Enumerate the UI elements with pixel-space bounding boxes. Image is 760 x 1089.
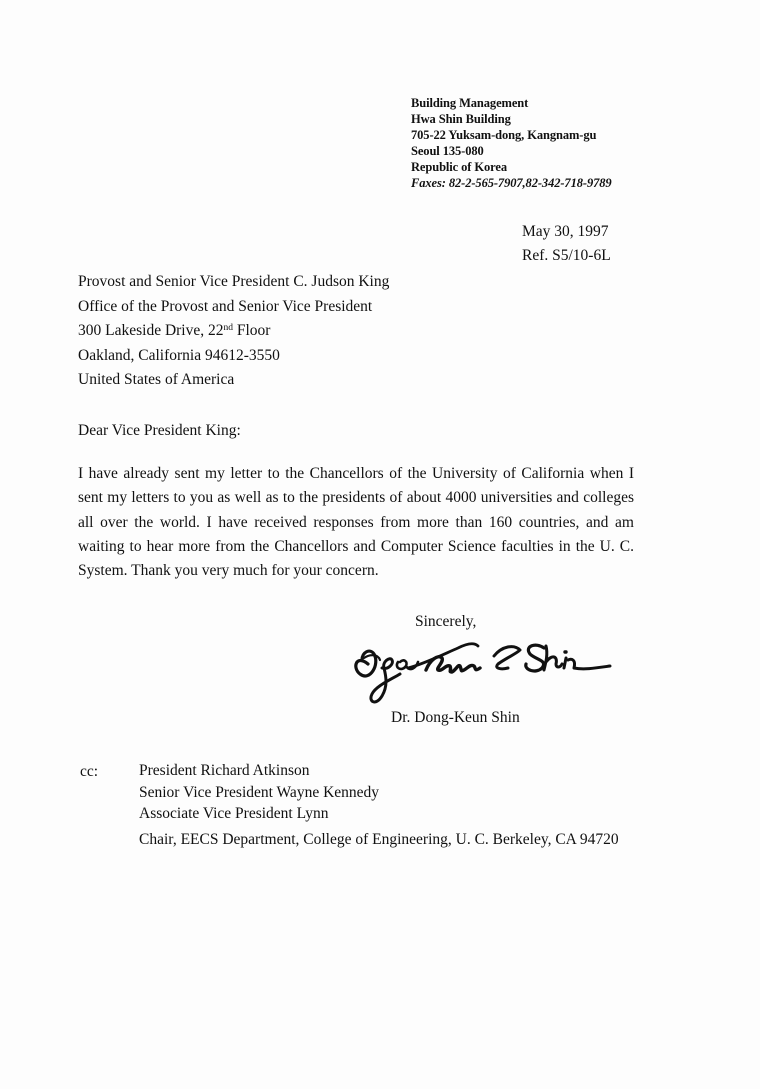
date-reference-block [522, 220, 611, 268]
sender-fax-numbers: Faxes: 82-2-565-7907,82-342-718-9789 [411, 176, 612, 190]
sender-line-city: Seoul 135-080 [411, 144, 484, 158]
cc-recipient-list [139, 760, 619, 850]
recipient-street [78, 319, 389, 344]
cc-recipient: President Richard Atkinson [139, 762, 310, 779]
letter-date: May 30, 1997 [522, 223, 609, 240]
recipient-street-ordinal: nd [223, 323, 233, 333]
signer-name: Dr. Dong-Keun Shin [391, 709, 520, 726]
sender-line-street: 705-22 Yuksam-dong, Kangnam-gu [411, 128, 597, 142]
cc-recipient: Senior Vice President Wayne Kennedy [139, 783, 380, 801]
sender-line-country: Republic of Korea [411, 160, 507, 174]
cc-recipient: Associate Vice President Lynn [139, 805, 329, 822]
salutation: Dear Vice President King: [78, 422, 241, 439]
recipient-address-block [78, 270, 389, 393]
handwritten-signature [348, 624, 618, 716]
recipient-street-suffix: Floor [233, 322, 271, 339]
cc-label: cc: [80, 763, 99, 780]
cc-recipient: Chair, EECS Department, College of Engineering, U. C. Berkeley, CA 94720 [139, 830, 619, 848]
recipient-country: United States of America [78, 371, 235, 388]
recipient-city: Oakland, California 94612-3550 [78, 346, 280, 364]
sender-line-building: Hwa Shin Building [411, 112, 511, 126]
recipient-name: Provost and Senior Vice President C. Judson King [78, 273, 390, 290]
closing-phrase: Sincerely, [415, 613, 477, 630]
recipient-street-prefix: 300 Lakeside Drive, 22 [78, 322, 224, 339]
sender-line-organization: Building Management [411, 96, 529, 110]
recipient-office: Office of the Provost and Senior Vice President [78, 297, 373, 315]
letter-body-paragraph: I have already sent my letter to the Chancellors of the University of California when I sent my letters to you as well as to the presidents of about 4000 universities and colleges all over the world. I have received responses from more than 160 countries, and am waiting to hear more from the Chancellors and Computer Science faculties in the U. C. System. Thank you very much for your concern. [78, 465, 634, 580]
sender-address-block [411, 95, 612, 191]
letter-reference: Ref. S5/10-6L [522, 247, 611, 264]
